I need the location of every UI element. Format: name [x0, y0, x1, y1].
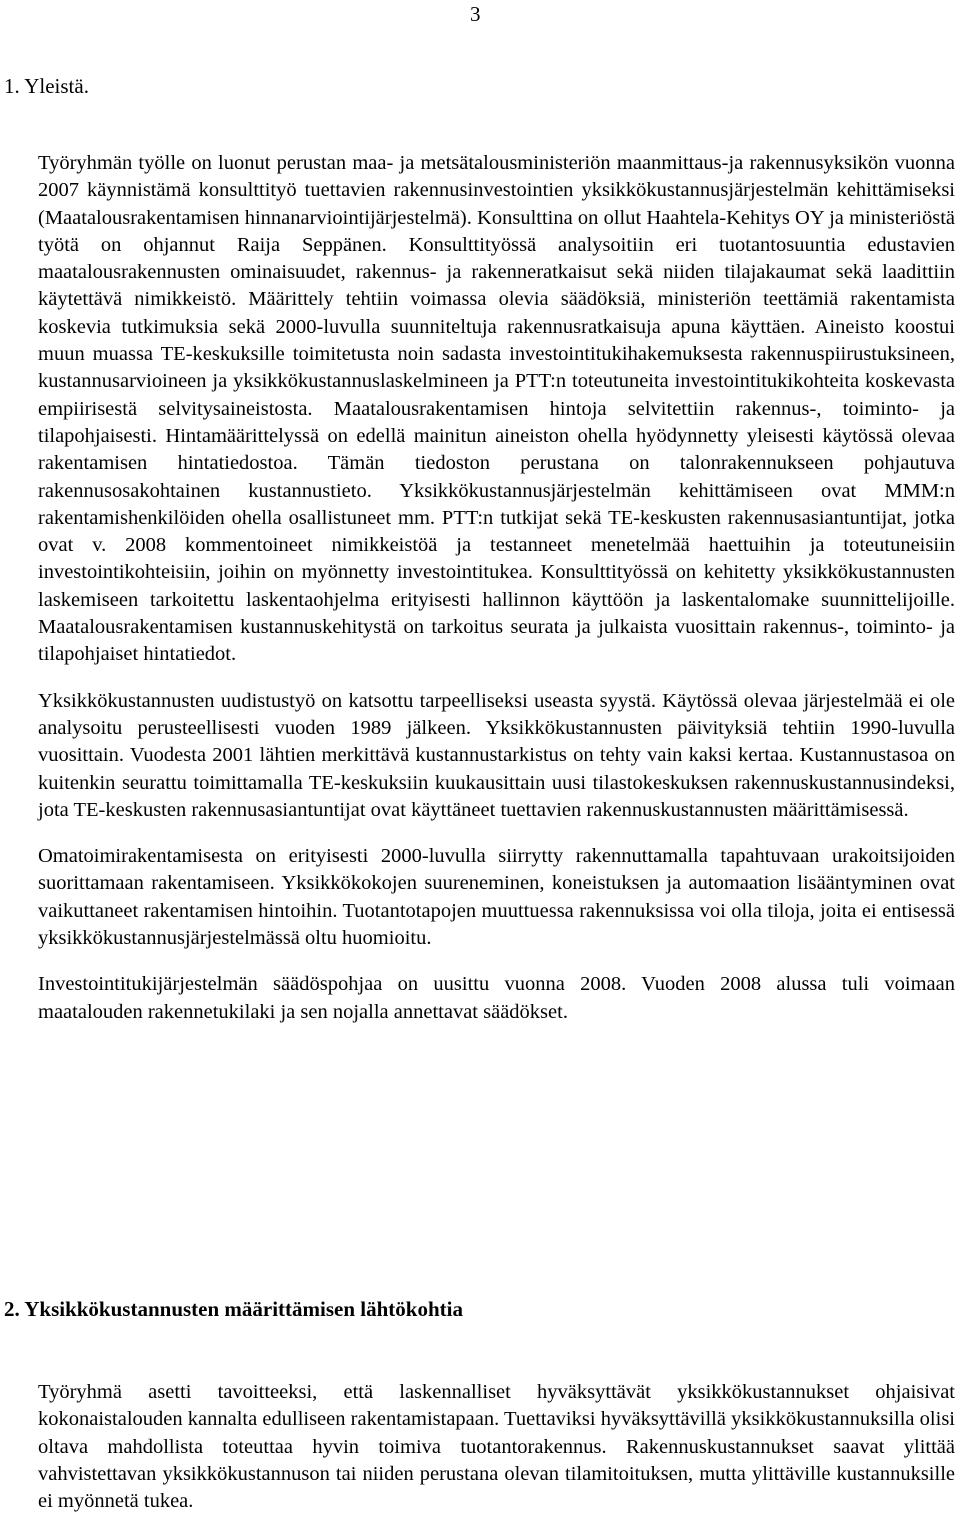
paragraph: Työryhmä asetti tavoitteeksi, että laskennalliset hyväksyttävät yksikkökustannukset ohjaisivat kokonaistalouden kannalta edulliseen rakentamistapaan. Tuettaviksi hyväksyttävillä yksikkökustannuksilla olisi oltava mahdollista toteuttaa hyvin toimiva tuotantorakennus. Rakennuskustannukset saavat ylittää vahvistettavan yksikkökustannuson tai niiden perustana olevan tilamitoituksen, mutta ylittäville kustannuksille ei myönnetä tukea. [38, 1381, 955, 1513]
section-body-yleista [38, 150, 955, 1045]
section-heading-lahtokohtia: 2. Yksikkökustannusten määrittämisen lähtökohtia [4, 1297, 463, 1321]
section-body-lahtokohtia [38, 1379, 955, 1534]
paragraph: Omatoimirakentamisesta on erityisesti 2000-luvulla siirrytty rakennuttamalla tapahtuvaan urakoitsijoiden suorittamaan rakentamiseen. Yksikkökokojen suureneminen, koneistuksen ja automaation lisääntyminen ovat vaikuttaneet rakentamisen hintoihin. Tuotantotapojen muuttuessa rakennuksissa voi olla tiloja, joita ei entisessä yksikkökustannusjärjestelmässä oltu huomioitu. [38, 845, 955, 950]
section-heading-yleista: 1. Yleistä. [4, 74, 89, 98]
page-number: 3 [470, 2, 481, 26]
paragraph: Yksikkökustannusten uudistustyö on katsottu tarpeelliseksi useasta syystä. Käytössä olevaa järjestelmää ei ole analysoitu perusteellisesti vuoden 1989 jälkeen. Yksikkökustannusten päivityksiä tehtiin 1990-luvulla vuosittain. Vuodesta 2001 lähtien merkittävä kustannustarkistus on tehty vain kaksi kertaa. Kustannustasoa on kuitenkin seurattu toimittamalla TE-keskuksiin kuukausittain uusi tilastokeskuksen rakennuskustannusindeksi, jota TE-keskusten rakennusasiantuntijat ovat käyttäneet tuettavien rakennuskustannusten määrittämisessä. [38, 689, 955, 821]
paragraph: Työryhmän työlle on luonut perustan maa- ja metsätalousministeriön maanmittaus-ja rakennusyksikön vuonna 2007 käynnistämä konsulttityö tuettavien rakennusinvestointien yksikkökustannusjärjestelmän kehittämiseksi (Maatalousrakentamisen hinnanarviointijärjestelmä). Konsulttina on ollut Haahtela-Kehitys OY ja ministeriöstä työtä on ohjannut Raija Seppänen. Konsulttityössä analysoitiin eri tuotantosuuntia edustavien maatalousrakennusten ominaisuudet, rakennus- ja rakenneratkaisut sekä niiden tilajakaumat sekä laadittiin käytettävä nimikkeistö. Määrittely tehtiin voimassa olevia säädöksiä, ministeriön teettämiä rakentamista koskevia tutkimuksia sekä 2000-luvulla suunniteltuja rakennusratkaisuja apuna käyttäen. Aineisto koostui muun muassa TE-keskuksille toimitetusta noin sadasta investointitukihakemuksesta rakennuspiirustuksineen, kustannusarvioineen ja yksikkökustannuslaskelmineen ja PTT:n toteutuneita investointitukikohteita koskevasta empiirisestä selvitysaineistosta. Maatalousrakentamisen hintoja selvitettiin rakennus-, toiminto- ja tilapohjaisesti. Hintamäärittelyssä on edellä mainitun aineiston ohella hyödynnetty yleisesti käytössä olevaa rakentamisen hintatiedostoa. Tämän tiedoston perustana on talonrakennukseen pohjautuva rakennusosakohtainen kustannustieto. Yksikkökustannusjärjestelmän kehittämiseen ovat MMM:n rakentamishenkilöiden ohella osallistuneet mm. PTT:n tutkijat sekä TE-keskusten rakennusasiantuntijat, jotka ovat v. 2008 kommentoineet nimikkeistöä ja testanneet menetelmää haettuihin ja toteutuneisiin investointikohteisiin, joihin on myönnetty investointitukea. Konsulttityössä on kehitetty yksikkökustannusten laskemiseen tarkoitettu laskentaohjelma erityisesti hallinnon käyttöön ja laskentalomake suunnittelijoille. Maatalousrakentamisen kustannuskehitystä on tarkoitus seurata ja julkaista vuosittain rakennus-, toiminto- ja tilapohjaiset hintatiedot. [38, 152, 955, 666]
paragraph: Investointitukijärjestelmän säädöspohjaa on uusittu vuonna 2008. Vuoden 2008 alussa tuli voimaan maatalouden rakennetukilaki ja sen nojalla annettavat säädökset. [38, 973, 955, 1023]
